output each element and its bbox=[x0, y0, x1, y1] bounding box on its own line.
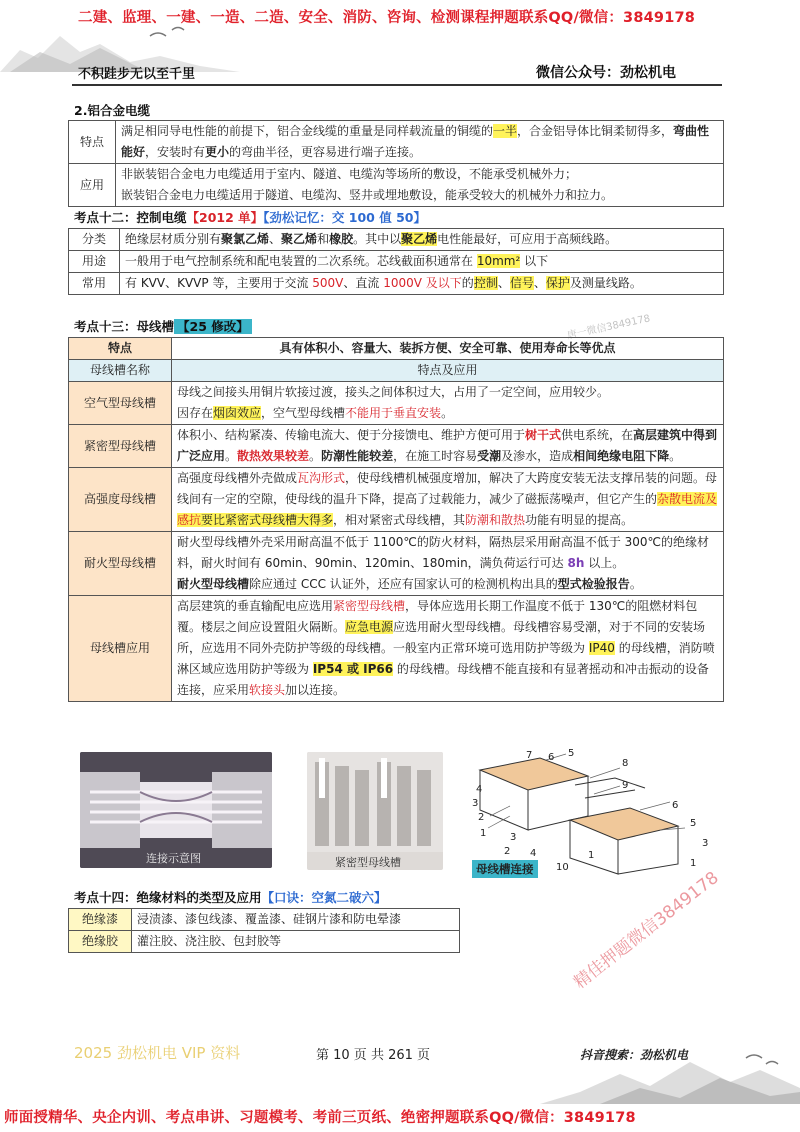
footer-page-number: 第 10 页 共 261 页 bbox=[316, 1048, 431, 1063]
table-row bbox=[69, 121, 724, 164]
col-header: 特点 bbox=[69, 338, 172, 360]
diagram-number: 9 bbox=[622, 780, 629, 791]
row-text: 浸渍漆、漆包线漆、覆盖漆、硅钢片漆和防电晕漆 bbox=[132, 909, 460, 931]
header-wechat: 微信公众号：劲松机电 bbox=[536, 65, 676, 81]
table-row bbox=[69, 251, 724, 273]
row-label: 绝缘胶 bbox=[69, 931, 132, 953]
aluminum-cable-table bbox=[68, 120, 724, 207]
busway-connection-diagram bbox=[470, 750, 720, 880]
row-text: 绝缘层材质分别有聚氯乙烯、聚乙烯和橡胶。其中以聚乙烯电性能最好，可应用于高频线路。 bbox=[120, 229, 724, 251]
diagram-number: 2 bbox=[504, 846, 511, 857]
table-row bbox=[69, 382, 724, 425]
row-label: 耐火型母线槽 bbox=[69, 532, 172, 596]
compact-busway-photo bbox=[307, 752, 443, 870]
footer-vip: 2025 劲松机电 VIP 资料 bbox=[74, 1044, 241, 1062]
row-line: 非嵌装铝合金电力电缆适用于室内、隧道、电缆沟等场所的敷设，不能承受机械外力； bbox=[121, 167, 578, 181]
header-motto: 不积跬步无以至千里 bbox=[78, 67, 196, 82]
section-title-aluminum-cable: 2.铝合金电缆 bbox=[74, 103, 150, 118]
mountain-decoration-icon bbox=[540, 1052, 800, 1104]
row-text: 灌注胶、浇注胶、包封胶等 bbox=[132, 931, 460, 953]
photo-caption: 紧密型母线槽 bbox=[335, 856, 401, 869]
diagram-number: 1 bbox=[588, 850, 595, 861]
col-header: 母线槽名称 bbox=[69, 360, 172, 382]
col-header: 特点及应用 bbox=[172, 360, 724, 382]
insulation-material-table bbox=[68, 908, 460, 953]
k13-title: 考点十三：母线槽 bbox=[74, 319, 175, 334]
busway-connection-photo bbox=[80, 752, 272, 868]
diagram-number: 8 bbox=[622, 758, 629, 769]
row-line: 嵌装铝合金电力电缆适用于隧道、电缆沟、竖井或埋地敷设，能承受较大的机械外力和拉力。 bbox=[121, 188, 614, 202]
table-row bbox=[69, 596, 724, 702]
row-label: 常用 bbox=[69, 273, 120, 295]
diagram-number: 6 bbox=[672, 800, 679, 811]
row-label: 特点 bbox=[69, 121, 116, 164]
busway-table bbox=[68, 337, 724, 702]
row-text: 母线之间接头用铜片软接过渡，接头之间体积过大，占用了一定空间，应用较少。 因存在烟囱效应，空气型母线槽不能用于垂直安装。 bbox=[172, 382, 724, 425]
row-label: 母线槽应用 bbox=[69, 596, 172, 702]
k12-tag-year: 【2012 单】 bbox=[186, 210, 264, 225]
row-label: 紧密型母线槽 bbox=[69, 425, 172, 468]
k14-title: 考点十四：绝缘材料的类型及应用 bbox=[74, 890, 262, 905]
row-text: 有 KVV、KVVP 等，主要用于交流 500V、直流 1000V 及以下的控制、信号、保护及测量线路。 bbox=[120, 273, 724, 295]
busway-photo-icon bbox=[307, 752, 443, 852]
k12-tag-memory: 【劲松记忆：交 100 值 50】 bbox=[263, 210, 426, 225]
row-label: 高强度母线槽 bbox=[69, 468, 172, 532]
diagram-caption: 母线槽连接 bbox=[472, 860, 538, 878]
row-text: 耐火型母线槽外壳采用耐高温不低于 1100℃的防火材料，隔热层采用耐高温不低于 300℃的绝缘材料，耐火时间有 60min、90min、120min、180min，满负荷运行可达 8h 以上。 耐火型母线槽除应通过 CCC 认证外，还应有国家认可的检测机构出具的型式检验报告。 bbox=[172, 532, 724, 596]
diagram-number: 1 bbox=[690, 858, 697, 869]
k14-heading bbox=[74, 888, 387, 906]
diagram-number: 4 bbox=[476, 784, 483, 795]
row-text: 高层建筑的垂直输配电应选用紧密型母线槽，导体应选用长期工作温度不低于 130℃的阻燃材料包覆。楼层之间应设置阻火隔断。应急电源应选用耐火型母线槽。母线槽容易受潮，对于不同的安装场所，应选用不同外壳防护等级的母线槽。一般室内正常环境可选用防护等级为 IP40 的母线槽，消防喷淋区域应选用防护等级为 IP54 或 IP66 的母线槽。母线槽不能直接和有显著摇动和冲击振动的设备连接，应采用软接头加以连接。 bbox=[172, 596, 724, 702]
table-row bbox=[69, 468, 724, 532]
row-text: 体积小、结构紧凑、传输电流大、便于分接馈电、维护方便可用于树干式供电系统，在高层建筑中得到广泛应用。散热效果较差。防潮性能较差，在施工时容易受潮及渗水，造成相间绝缘电阻下降。 bbox=[172, 425, 724, 468]
row-label: 空气型母线槽 bbox=[69, 382, 172, 425]
promo-bottom: 师面授精华、央企内训、考点串讲、习题模考、考前三页纸、绝密押题联系QQ/微信：3849178 bbox=[4, 1110, 636, 1126]
k13-tag: 【25 修改】 bbox=[174, 319, 252, 334]
diagram-number: 5 bbox=[690, 818, 697, 829]
table-header-row bbox=[69, 338, 724, 360]
row-label: 分类 bbox=[69, 229, 120, 251]
table-subheader-row bbox=[69, 360, 724, 382]
table-row bbox=[69, 229, 724, 251]
table-row bbox=[69, 273, 724, 295]
k12-heading bbox=[74, 208, 426, 226]
k12-title: 考点十二：控制电缆 bbox=[74, 210, 187, 225]
diagram-number: 1 bbox=[480, 828, 487, 839]
table-row bbox=[69, 532, 724, 596]
table-row bbox=[69, 909, 460, 931]
row-text: 高强度母线槽外壳做成瓦沟形式，使母线槽机械强度增加，解决了大跨度安装无法支撑吊装的问题。母线间有一定的空隙，使母线的温升下降，提高了过载能力，减少了磁振荡噪声，但它产生的杂散电流及感抗要比紧密式母线槽大得多，相对紧密式母线槽，其防潮和散热功能有明显的提高。 bbox=[172, 468, 724, 532]
table-row bbox=[69, 931, 460, 953]
row-label: 应用 bbox=[69, 164, 116, 207]
diagram-number: 3 bbox=[510, 832, 517, 843]
diagram-number: 5 bbox=[568, 748, 575, 759]
k13-heading bbox=[74, 317, 252, 335]
photo-caption: 连接示意图 bbox=[146, 852, 201, 865]
promo-top: 二建、监理、一建、一造、二造、安全、消防、咨询、检测课程押题联系QQ/微信：3849178 bbox=[78, 10, 696, 26]
row-text bbox=[116, 164, 724, 207]
control-cable-table bbox=[68, 228, 724, 295]
row-text: 满足相同导电性能的前提下，铝合金线缆的重量是同样载流量的铜缆的一半，合金铝导体比铜柔韧得多，弯曲性能好，安装时有更小的弯曲半径，更容易进行端子连接。 bbox=[116, 121, 724, 164]
faint-watermark: 唐一微信3849178 bbox=[566, 313, 652, 342]
footer-douyin: 抖音搜索：劲松机电 bbox=[580, 1048, 689, 1062]
k14-tag: 【口诀：空氮二破六】 bbox=[261, 890, 387, 905]
row-label: 绝缘漆 bbox=[69, 909, 132, 931]
diagram-number: 4 bbox=[530, 848, 537, 859]
header-rule bbox=[72, 84, 722, 86]
row-label: 用途 bbox=[69, 251, 120, 273]
table-row bbox=[69, 425, 724, 468]
diagram-number: 2 bbox=[478, 812, 485, 823]
diagram-number: 3 bbox=[472, 798, 479, 809]
diagonal-watermark: 精佳押题微信3849178 bbox=[570, 867, 723, 994]
diagram-number: 6 bbox=[548, 752, 555, 763]
diagram-number: 10 bbox=[556, 862, 569, 873]
diagram-number: 3 bbox=[702, 838, 709, 849]
col-header: 具有体积小、容量大、装拆方便、安全可靠、使用寿命长等优点 bbox=[172, 338, 724, 360]
table-row bbox=[69, 164, 724, 207]
row-text: 一般用于电气控制系统和配电装置的二次系统。芯线截面积通常在 10mm² 以下 bbox=[120, 251, 724, 273]
diagram-number: 7 bbox=[526, 750, 533, 761]
